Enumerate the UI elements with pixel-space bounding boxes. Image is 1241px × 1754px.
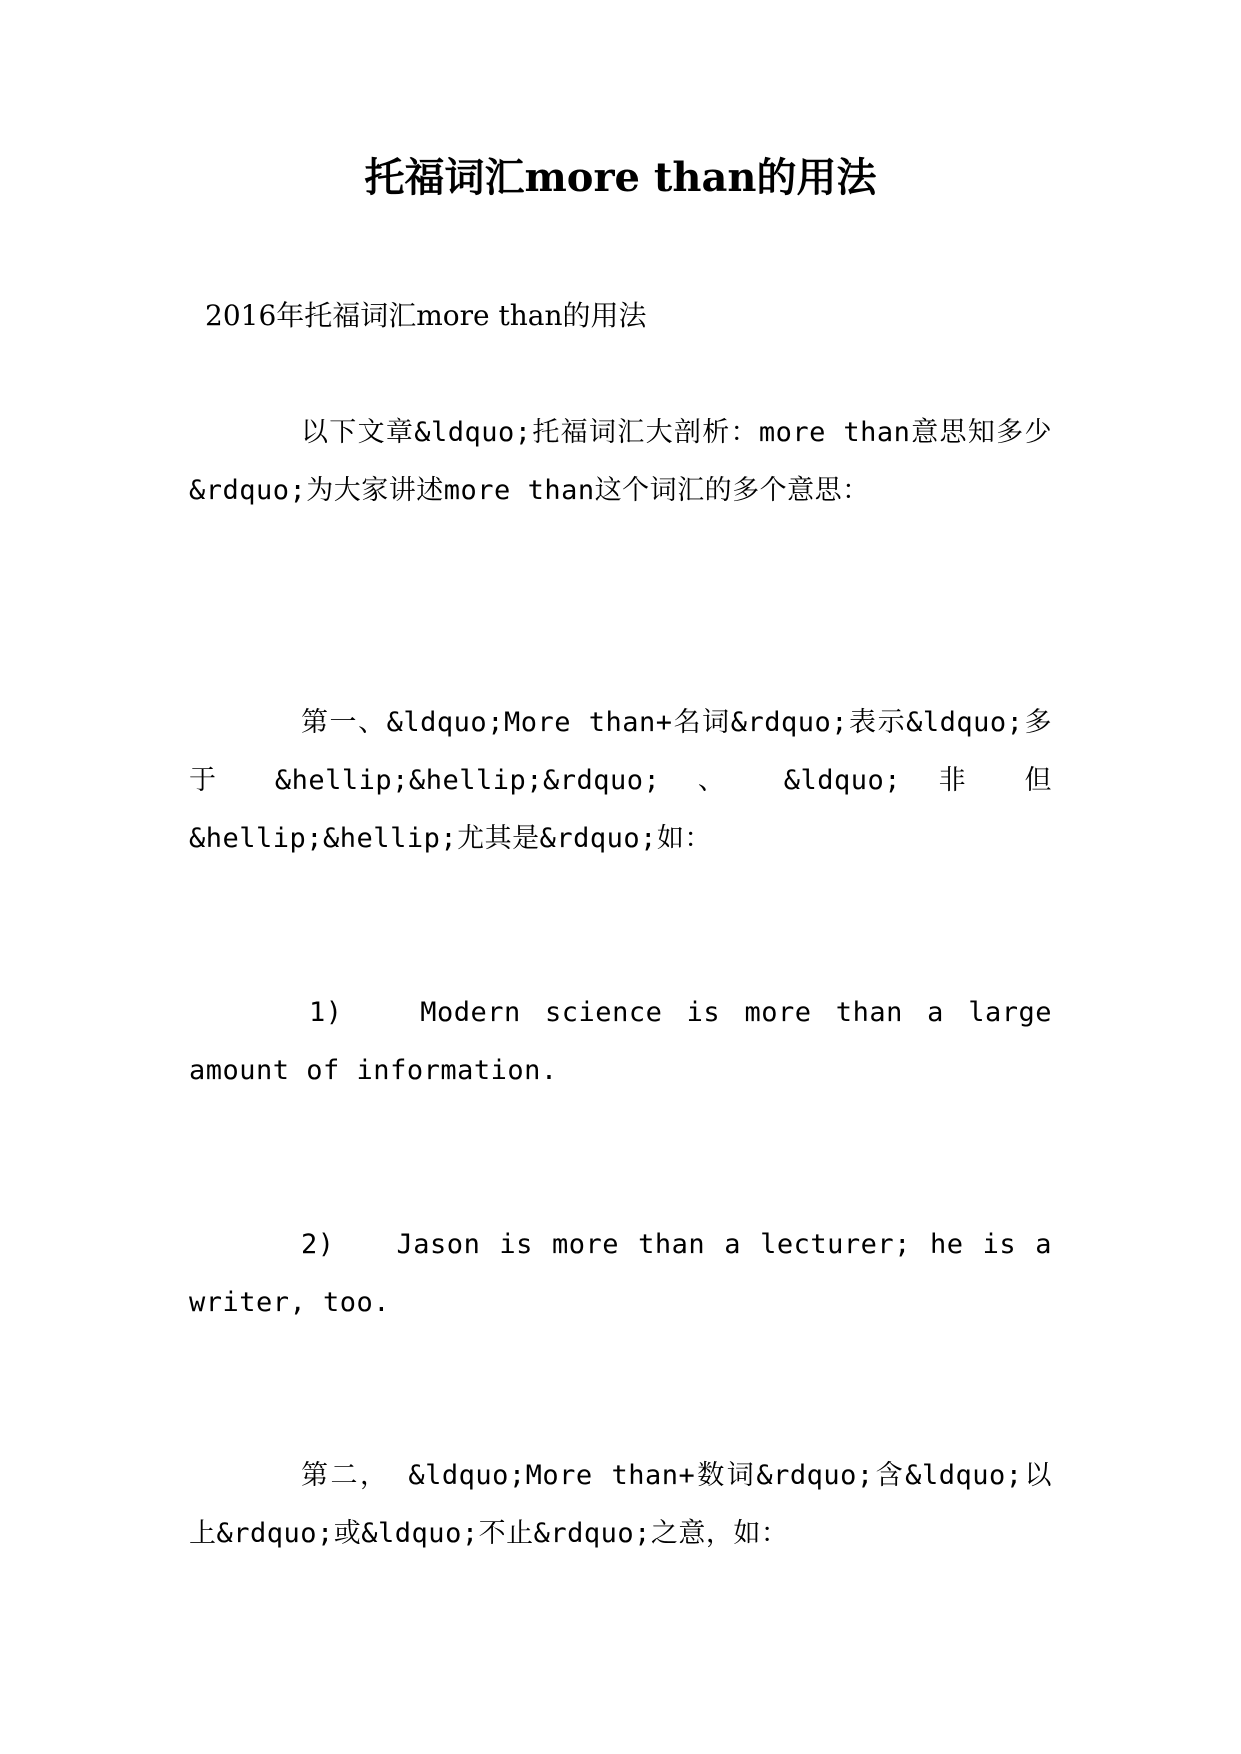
paragraph-intro: 以下文章&ldquo;托福词汇大剖析：more than意思知多少&rdquo;为大家讲述more than这个词汇的多个意思： <box>189 417 1052 506</box>
document-subtitle: 2016年托福词汇more than的用法 <box>205 299 647 332</box>
paragraph-second-point: 第二， &ldquo;More than+数词&rdquo;含&ldquo;以上&rdquo;或&ldquo;不止&rdquo;之意，如： <box>189 1460 1052 1549</box>
example-sentence-2: 2) Jason is more than a lecturer; he is a writer, too. <box>189 1229 1052 1318</box>
example-sentence-1: 1) Modern science is more than a large amount of information. <box>189 997 1052 1086</box>
document-title: 托福词汇more than的用法 <box>364 154 877 201</box>
paragraph-first-point: 第一、&ldquo;More than+名词&rdquo;表示&ldquo;多 于 &hellip;&hellip;&rdquo; 、 &ldquo; 非 但&hellip;&hellip;尤其是&rdquo;如： <box>189 707 1052 854</box>
